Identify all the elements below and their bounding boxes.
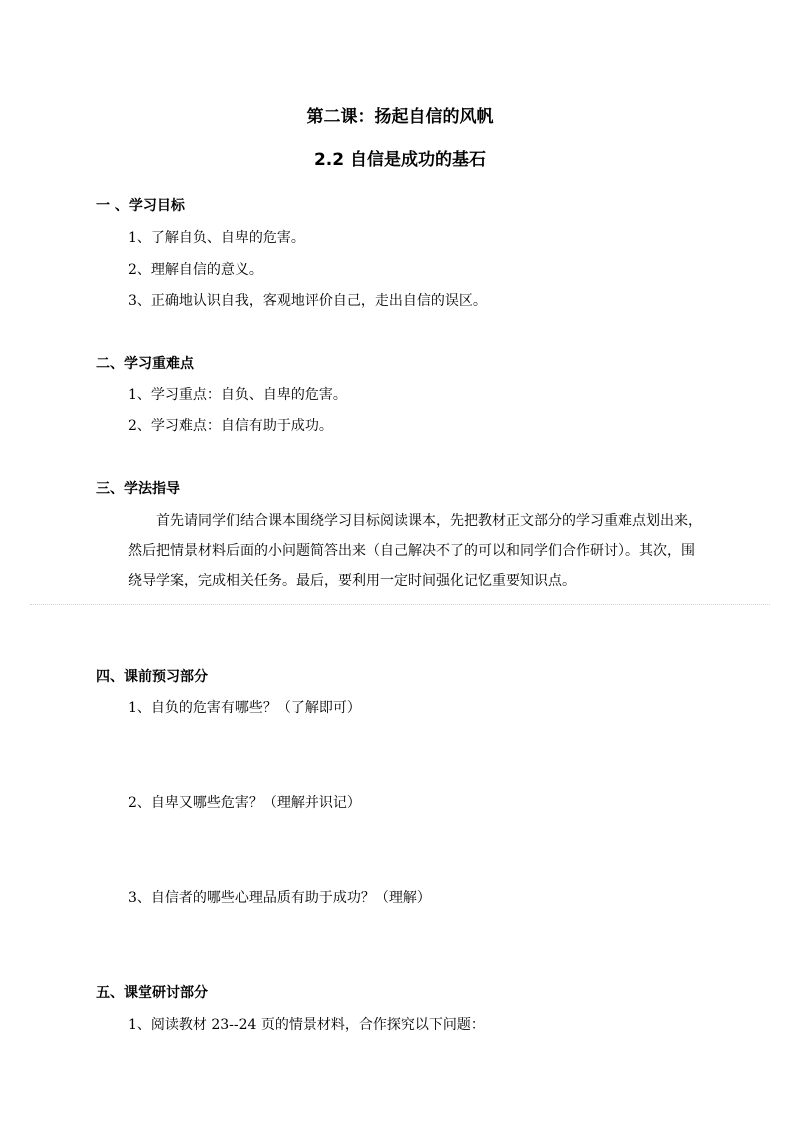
study-guide-paragraph: 首先请同学们结合课本围绕学习目标阅读课本，先把教材正文部分的学习重难点划出来，然后把情景材料后面的小问题简答出来（自己解决不了的可以和同学们合作研讨）。其次，围绕导学案，完成相关任务。最后，要利用一定时间强化记忆重要知识点。: [128, 513, 702, 589]
list-item: 1、学习重点：自负、自卑的危害。: [128, 387, 347, 403]
section-heading-learning-goals: 一 、学习目标: [96, 198, 185, 214]
section-heading-study-guide: 三、学法指导: [96, 481, 180, 497]
list-item: 3、正确地认识自我，客观地评价自己，走出自信的误区。: [128, 293, 487, 309]
document-subtitle: 2.2 自信是成功的基石: [313, 150, 487, 170]
question-item: 3、自信者的哪些心理品质有助于成功？（理解）: [128, 890, 431, 906]
section-heading-classroom: 五、课堂研讨部分: [96, 985, 208, 1001]
section-heading-preview: 四、课前预习部分: [96, 669, 208, 685]
question-item: 1、自负的危害有哪些？（了解即可）: [128, 700, 361, 716]
list-item: 1、了解自负、自卑的危害。: [128, 230, 305, 246]
question-item: 2、自卑又哪些危害？（理解并识记）: [128, 795, 361, 811]
document-title: 第二课：扬起自信的风帆: [306, 107, 494, 127]
list-item: 2、学习难点：自信有助于成功。: [128, 418, 333, 434]
page-divider: [30, 604, 770, 605]
list-item: 1、阅读教材 23--24 页的情景材料，合作探究以下问题：: [128, 1017, 485, 1033]
section-heading-key-points: 二、学习重难点: [96, 356, 194, 372]
list-item: 2、理解自信的意义。: [128, 262, 263, 278]
